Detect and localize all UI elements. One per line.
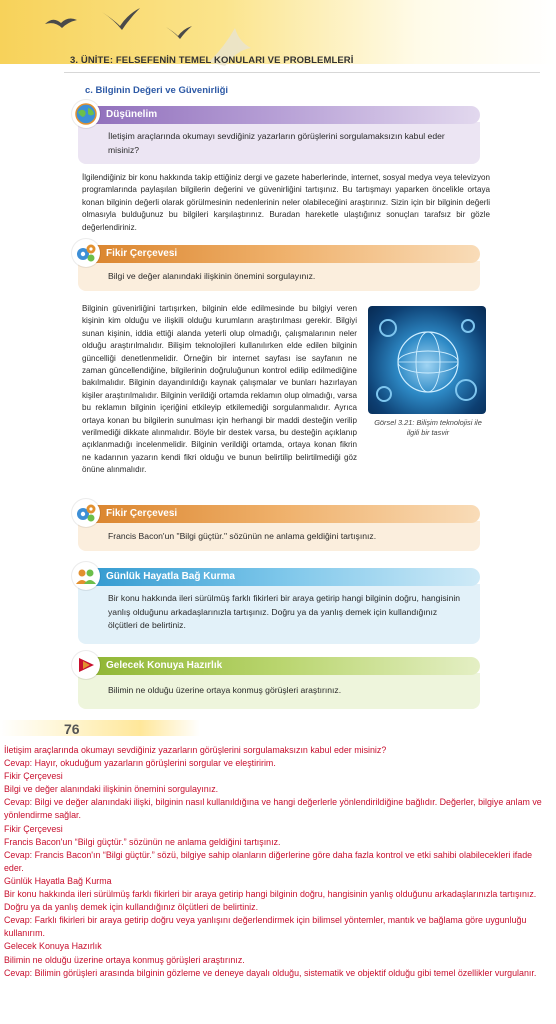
- answer-line: Cevap: Hayır, okuduğum yazarların görüşlerini sorgular ve eleştiririm.: [4, 758, 276, 769]
- fikir-text: Francis Bacon'un "Bilgi güçtür." sözünün ne anlama geldiğini tartışınız.: [108, 531, 377, 541]
- gears-icon: [72, 239, 100, 267]
- answer-line: Bir konu hakkında ileri sürülmüş farklı fikirleri bir araya getirip hangi bilginin doğru, hangisinin yanlış olduğunu arkadaşlarınızla tartışınız. Doğru ya da yanlış demek için kullandığınız ölçütleri de belirtiniz.: [4, 889, 537, 913]
- answer-line: Bilgi ve değer alanındaki ilişkinin önemini sorgulayınız.: [4, 784, 219, 795]
- dusunelim-box: [78, 106, 480, 164]
- gunluk-hayat-box: [78, 568, 480, 644]
- answer-line: Cevap: Farklı fikirleri bir araya getirip doğru veya yanlışını değerlendirmek için bilimsel yöntemler, mantık ve bağlama göre uygunluğu kullanırım.: [4, 915, 527, 939]
- fikir-cercevesi-box-2: [78, 505, 480, 551]
- answer-line: Fikir Çerçevesi: [4, 823, 63, 834]
- answer-line: Cevap: Bilgi ve değer alanındaki ilişki, bilginin nasıl kullanıldığına ve hangi değerlerle yönlendirildiğine bağlıdır. Değerler, bilgiye anlam ve yönlendirme sağlar.: [4, 797, 542, 821]
- answer-line: Günlük Hayatla Bağ Kurma: [4, 875, 112, 886]
- gears-icon: [72, 499, 100, 527]
- dusunelim-text: İletişim araçlarında okumayı sevdiğiniz yazarların görüşlerini sorgulamaksızın kabul eder misiniz?: [108, 131, 445, 155]
- main-paragraph-text: Bilginin güvenirliğini tartışırken, bilginin elde edilmesinde bu bilgiyi veren kişinin kim olduğu ve ilişkili olduğu kurumların araştırılması gerekir. Bilgiyi sunan kişinin, iddia ettiği alanda yeterli olup olmadığı, çalışmalarının neler olduğu araştırılmalıdır. Bilişim teknolojileri kullanılırken elde edilen bilginin güncelliği denetlenmelidir. Örneğin bir internet sayfası ise sayfanın ne zaman güncellendiğine, bilgilerinin doğruluğunun kontrol edilip edilmediğine bakılmalıdır. Bilginin dayandırıldığı kaynak çalışmalar ve bunları hazırlayan kişiler araştırılmalıdır. Bilginin verildiği ortamda reklamın olup olmadığı, varsa bu reklamın bilginin içeriğini etkileyip etkilemediği sorgulanmalıdır. Ayrıca ortaya konan bu bilgilerin sunulması için herhangi bir maddi desteğin verilip verilmediği dikkate alınmalıdır. Böyle bir destek varsa, bu desteğin açıklanıp açıklanmadığı incelenmelidir. Bilginin verildiği ortamda, ortaya konan fikrin ne kadarının yazarın kendi fikri olduğu ve bunun belirtilip belirtilmediği göz önüne alınmalıdır.: [82, 304, 357, 475]
- dusunelim-header: [78, 106, 480, 124]
- gelecek-konu-box: [78, 657, 480, 709]
- bird-icon: [44, 14, 78, 32]
- fikir-header: [78, 245, 480, 263]
- gunluk-text: Bir konu hakkında ileri sürülmüş farklı fikirleri bir araya getirip hangi bilginin doğru, hangisinin yanlış olduğunu arkadaşlarınızla tartışınız. Doğru ya da yanlış demek için kullandığınız ölçütleri de belirtiniz.: [108, 593, 461, 630]
- answer-line: Cevap: Francis Bacon'ın “Bilgi güçtür.” sözü, bilgiye sahip olanların diğerlerine göre daha fazla kontrol ve etki sahibi olabilecekleri ifade eder.: [4, 849, 533, 873]
- gelecek-text: Bilimin ne olduğu üzerine ortaya konmuş görüşleri araştırınız.: [108, 685, 342, 695]
- bird-icon: [165, 24, 193, 40]
- page-number-band: [0, 720, 200, 736]
- answer-line: Gelecek Konuya Hazırlık: [4, 941, 102, 952]
- dusunelim-title: Düşünelim: [106, 109, 158, 120]
- gelecek-title: Gelecek Konuya Hazırlık: [106, 660, 223, 671]
- page-number: 76: [64, 721, 80, 737]
- answer-line: Fikir Çerçevesi: [4, 771, 63, 782]
- answer-line: Bilimin ne olduğu üzerine ortaya konmuş görüşleri araştırınız.: [4, 954, 245, 965]
- section-heading: c. Bilginin Değeri ve Güvenirliği: [85, 85, 229, 96]
- fikir-title: Fikir Çerçevesi: [106, 248, 178, 259]
- answers-block: [4, 744, 552, 980]
- answer-line: Cevap: Bilimin görüşleri arasında bilginin gözleme ve deneye dayalı olduğu, sistematik ve objektif olduğu gibi temel özellikler vurgulanır.: [4, 967, 537, 978]
- people-icon: [72, 562, 100, 590]
- play-arrow-icon: [72, 651, 100, 679]
- figure-caption: Görsel 3.21: Bilişim teknolojisi ile ilgili bir tasvir: [374, 418, 482, 437]
- globe-icon: [72, 100, 100, 128]
- intro-paragraph: İlgilendiğiniz bir konu hakkında takip ettiğiniz dergi ve gazete haberlerinde, internet, sosyal medya veya televizyon programlarında paylaşılan bilgilerin değerini ve güvenirliğini tartışınız. Bu tartışmayı yaparken öncelikle ortaya konan bilginin değerli olarak görülmesinin nedenlerinin neler olabileceğini araştırınız. Sizin için bir bilginin değerli olmasıyla bulduğunuz bu bilgileri karşılaştırınız. Buradan hareketle ulaştığınız sonuçları tarafsız bir gözle değerlendiriniz.: [82, 173, 490, 232]
- main-paragraph: [82, 303, 357, 493]
- tech-globe-icon: [368, 306, 486, 414]
- header-divider: [64, 72, 540, 73]
- fikir-text: Bilgi ve değer alanındaki ilişkinin önemini sorgulayınız.: [108, 271, 316, 281]
- fikir-cercevesi-box-1: [78, 245, 480, 291]
- gelecek-header: [78, 657, 480, 675]
- gunluk-title: Günlük Hayatla Bağ Kurma: [106, 571, 235, 582]
- unit-header: 3. ÜNİTE: FELSEFENİN TEMEL KONULARI VE PROBLEMLERİ: [70, 55, 354, 66]
- fikir-title: Fikir Çerçevesi: [106, 508, 178, 519]
- fikir-header: [78, 505, 480, 523]
- gunluk-header: [78, 568, 480, 586]
- figure-image: [368, 306, 486, 414]
- answer-line: İletişim araçlarında okumayı sevdiğiniz yazarların görüşlerini sorgulamaksızın kabul eder misiniz?: [4, 745, 387, 755]
- answer-line: Francis Bacon'un “Bilgi güçtür.” sözünün ne anlama geldiğini tartışınız.: [4, 836, 281, 847]
- bird-icon: [100, 6, 142, 32]
